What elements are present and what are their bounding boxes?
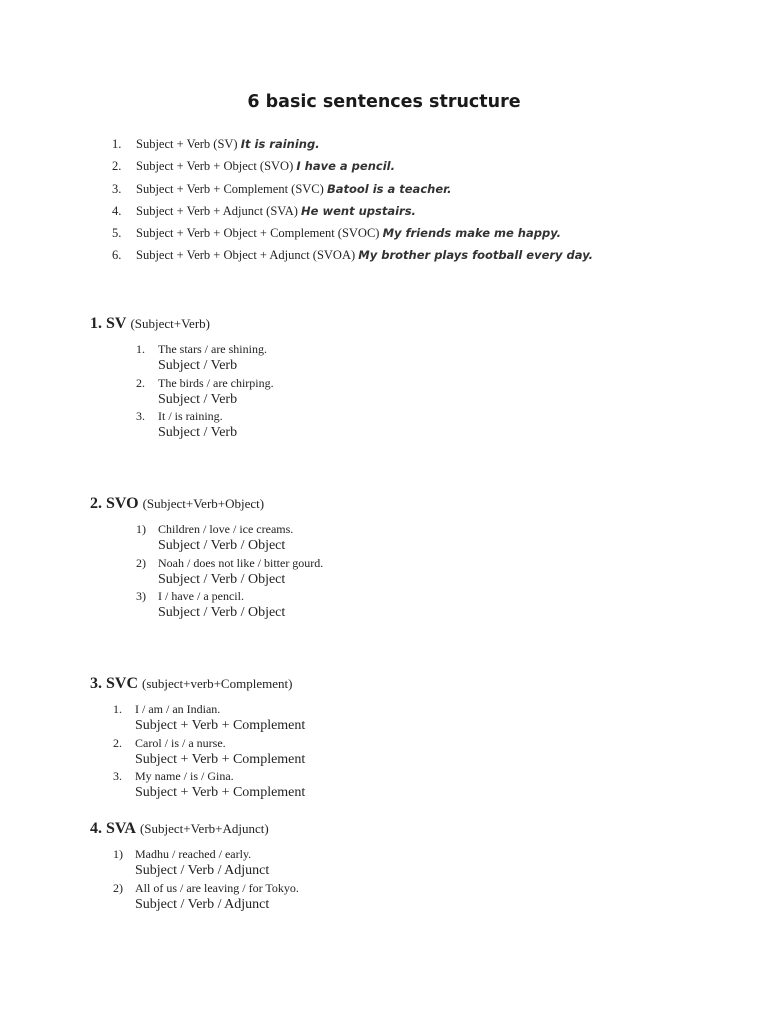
example-sentence: Batool is a teacher. — [326, 181, 452, 196]
example-sentence: Noah / does not like / bitter gourd. — [158, 555, 324, 570]
list-item — [136, 375, 274, 409]
item-number: 2) — [113, 880, 123, 895]
example-sentence: Carol / is / a nurse. — [135, 735, 226, 750]
section-subtitle: (Subject+Verb+Object) — [142, 496, 265, 511]
overview-item — [112, 182, 593, 204]
example-sentence: The stars / are shining. — [158, 342, 267, 356]
structure-label: Subject / Verb / Object — [158, 605, 286, 621]
item-number: 1. — [136, 342, 145, 356]
example-sentence: I / am / an Indian. — [135, 702, 221, 716]
structure-label: Subject / Verb / Adjunct — [135, 863, 270, 878]
list-item — [113, 735, 305, 769]
example-sentence: It is raining. — [240, 137, 320, 151]
list-item — [113, 768, 305, 802]
item-number: 3) — [136, 589, 146, 604]
structure-text: Subject + Verb + Object + Complement (SVOC) — [136, 226, 380, 241]
example-list — [90, 341, 274, 442]
section-label: 4. SVA — [90, 820, 136, 837]
structure-text: Subject + Verb + Object + Adjunct (SVOA) — [136, 248, 356, 263]
item-number: 4. — [112, 203, 122, 218]
item-number: 1. — [113, 702, 122, 716]
example-list — [90, 846, 299, 913]
structure-label: Subject + Verb + Complement — [135, 785, 306, 801]
structure-label: Subject / Verb / Object — [158, 571, 286, 587]
structure-text: Subject + Verb + Adjunct (SVA) — [136, 203, 298, 218]
section-heading — [90, 820, 299, 846]
section-label: 2. SVO — [90, 495, 139, 512]
overview-item — [112, 248, 593, 270]
example-sentence: He went upstairs. — [301, 203, 416, 218]
overview-item — [112, 204, 593, 226]
example-sentence: I / have / a pencil. — [158, 589, 244, 604]
item-number: 1) — [136, 522, 146, 536]
item-number: 3. — [112, 181, 122, 196]
list-item — [136, 555, 323, 589]
section-label: 3. SVC — [90, 675, 139, 692]
section-svc — [90, 675, 305, 802]
overview-item — [112, 137, 593, 159]
structure-label: Subject / Verb / Adjunct — [135, 896, 270, 912]
example-sentence: My friends make me happy. — [382, 226, 562, 241]
section-subtitle: (subject+verb+Complement) — [142, 676, 293, 691]
item-number: 2. — [113, 735, 122, 750]
item-number: 3. — [136, 409, 145, 424]
example-sentence: Madhu / reached / early. — [135, 847, 252, 861]
structure-label: Subject + Verb + Complement — [135, 718, 306, 733]
structure-label: Subject / Verb — [158, 425, 238, 441]
list-item — [113, 701, 305, 735]
section-svo — [90, 495, 323, 622]
list-item — [136, 341, 274, 375]
item-number: 2. — [112, 159, 122, 174]
structure-label: Subject / Verb — [158, 358, 238, 373]
page-title: 6 basic sentences structure — [247, 92, 521, 112]
item-number: 1. — [112, 137, 122, 151]
structure-text: Subject + Verb (SV) — [136, 137, 238, 151]
item-number: 5. — [112, 226, 122, 241]
section-subtitle: (Subject+Verb+Adjunct) — [139, 821, 269, 836]
example-sentence: Children / love / ice creams. — [158, 522, 294, 536]
item-number: 2. — [136, 375, 145, 390]
structure-label: Subject / Verb / Object — [158, 538, 286, 553]
structure-label: Subject / Verb — [158, 391, 238, 407]
section-heading — [90, 315, 274, 341]
section-sv — [90, 315, 274, 442]
example-sentence: My name / is / Gina. — [135, 769, 234, 784]
list-item — [136, 521, 323, 555]
overview-item — [112, 226, 593, 248]
example-sentence: All of us / are leaving / for Tokyo. — [135, 880, 299, 895]
section-sva — [90, 820, 299, 913]
list-item — [113, 880, 299, 914]
example-sentence: The birds / are chirping. — [158, 375, 274, 390]
section-heading — [90, 675, 305, 701]
section-label: 1. SV — [90, 315, 127, 332]
example-sentence: My brother plays football every day. — [358, 248, 594, 263]
overview-item — [112, 159, 593, 181]
item-number: 6. — [112, 248, 122, 263]
section-subtitle: (Subject+Verb) — [130, 316, 210, 331]
structure-text: Subject + Verb + Object (SVO) — [136, 159, 294, 174]
list-item — [136, 408, 274, 442]
item-number: 1) — [113, 847, 123, 861]
example-sentence: I have a pencil. — [296, 159, 395, 174]
structure-text: Subject + Verb + Complement (SVC) — [136, 181, 324, 196]
section-heading — [90, 495, 323, 521]
example-list — [90, 521, 323, 622]
example-list — [90, 701, 305, 802]
example-sentence: It / is raining. — [158, 409, 223, 424]
overview-list — [112, 137, 593, 271]
item-number: 3. — [113, 769, 122, 784]
list-item — [113, 846, 299, 880]
list-item — [136, 588, 323, 622]
item-number: 2) — [136, 555, 146, 570]
structure-label: Subject + Verb + Complement — [135, 751, 306, 767]
